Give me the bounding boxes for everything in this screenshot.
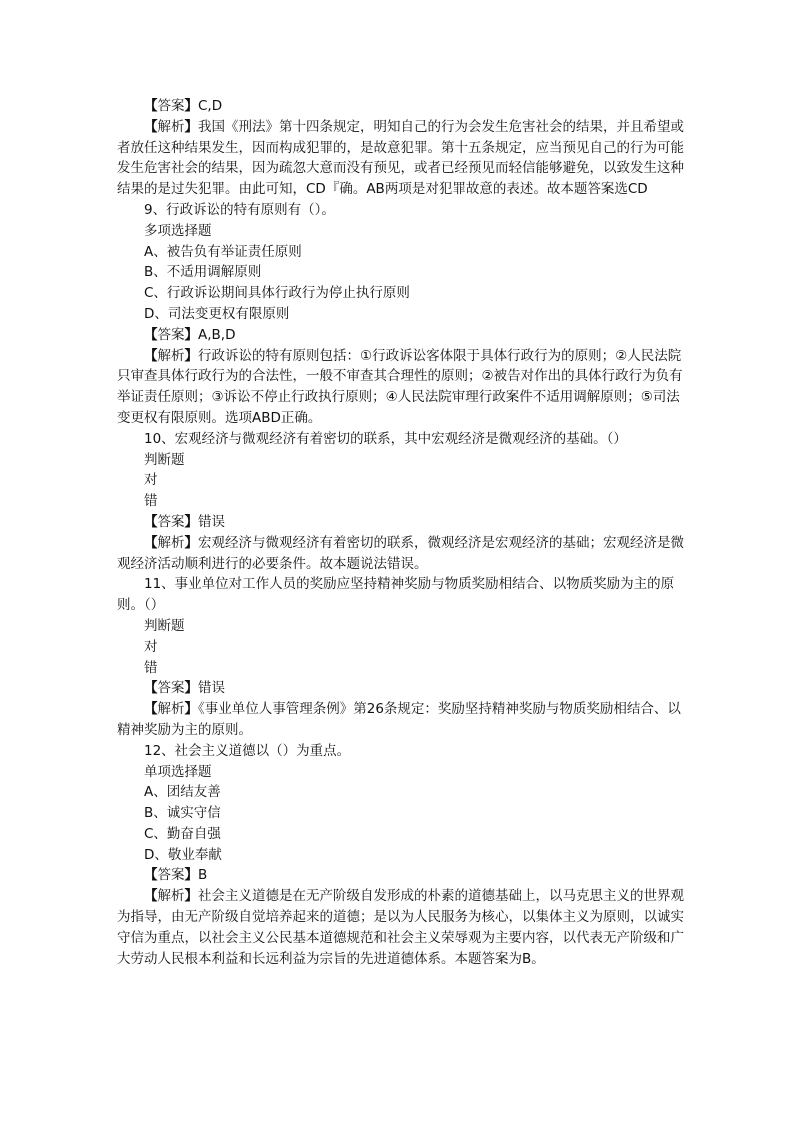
question-type: 单项选择题 <box>144 763 212 780</box>
answer-line: 【答案】A,B,D <box>144 326 236 343</box>
analysis-paragraph: 【解析】《事业单位人事管理条例》第26条规定：奖励坚持精神奖励与物质奖励相结合、以精神奖励为主的原则。 <box>117 701 681 738</box>
analysis-paragraph: 【解析】我国《刑法》第十四条规定，明知自己的行为会发生危害社会的结果，并且希望或者放任这种结果发生，因而构成犯罪的，是故意犯罪。第十五条规定，应当预见自己的行为可能发生危害社会的结果，因为疏忽大意而没有预见，或者已经预见而轻信能够避免，以致发生这种结果的是过失犯罪。由此可知，CD『确。AB两项是对犯罪故意的表述。故本题答案选CD <box>117 118 684 198</box>
option-b: B、不适用调解原则 <box>144 264 262 281</box>
option-a: A、被告负有举证责任原则 <box>144 243 302 260</box>
answer-line: 【答案】B <box>144 867 208 884</box>
answer-line: 【答案】C,D <box>144 98 223 114</box>
option-d: D、司法变更权有限原则 <box>144 305 290 322</box>
question-type: 多项选择题 <box>144 222 212 239</box>
answer-line: 【答案】错误 <box>144 513 225 530</box>
question-type: 判断题 <box>144 617 185 634</box>
option-c: C、行政诉讼期间具体行政行为停止执行原则 <box>144 285 410 302</box>
option-true: 对 <box>144 638 158 655</box>
question-stem: 10、宏观经济与微观经济有着密切的联系，其中宏观经济是微观经济的基础。（） <box>144 430 627 447</box>
option-c: C、勤奋自强 <box>144 825 221 842</box>
option-b: B、诚实守信 <box>144 805 221 822</box>
option-false: 错 <box>144 493 158 510</box>
option-d: D、敬业奉献 <box>144 846 222 863</box>
analysis-paragraph: 【解析】社会主义道德是在无产阶级自发形成的朴素的道德基础上，以马克思主义的世界观为指导，由无产阶级自觉培养起来的道德；是以为人民服务为核心，以集体主义为原则，以诚实守信为重点，以社会主义公民基本道德规范和社会主义荣辱观为主要内容，以代表无产阶级和广大劳动人民根本利益和长远利益为宗旨的先进道德体系。本题答案为B。 <box>117 888 684 967</box>
question-stem: 9、行政诉讼的特有原则有（）。 <box>144 201 335 218</box>
answer-line: 【答案】错误 <box>144 680 225 697</box>
option-false: 错 <box>144 659 158 676</box>
question-stem: 11、事业单位对工作人员的奖励应坚持精神奖励与物质奖励相结合、以物质奖励为主的原则。（） <box>117 576 675 614</box>
document-body <box>117 96 685 969</box>
analysis-paragraph: 【解析】宏观经济与微观经济有着密切的联系，微观经济是宏观经济的基础；宏观经济是微观经济活动顺利进行的必要条件。故本题说法错误。 <box>117 534 684 572</box>
question-stem: 12、社会主义道德以（）为重点。 <box>144 742 351 759</box>
analysis-paragraph: 【解析】行政诉讼的特有原则包括：①行政诉讼客体限于具体行政行为的原则；②人民法院只审查具体行政行为的合法性，一般不审查其合理性的原则；②被告对作出的具体行政行为负有举证责任原则；③诉讼不停止行政执行原则；④人民法院审理行政案件不适用调解原则；⑤司法变更权有限原则。选项ABD正确。 <box>117 347 683 426</box>
option-a: A、团结友善 <box>144 784 221 801</box>
option-true: 对 <box>144 472 158 489</box>
question-type: 判断题 <box>144 451 185 468</box>
